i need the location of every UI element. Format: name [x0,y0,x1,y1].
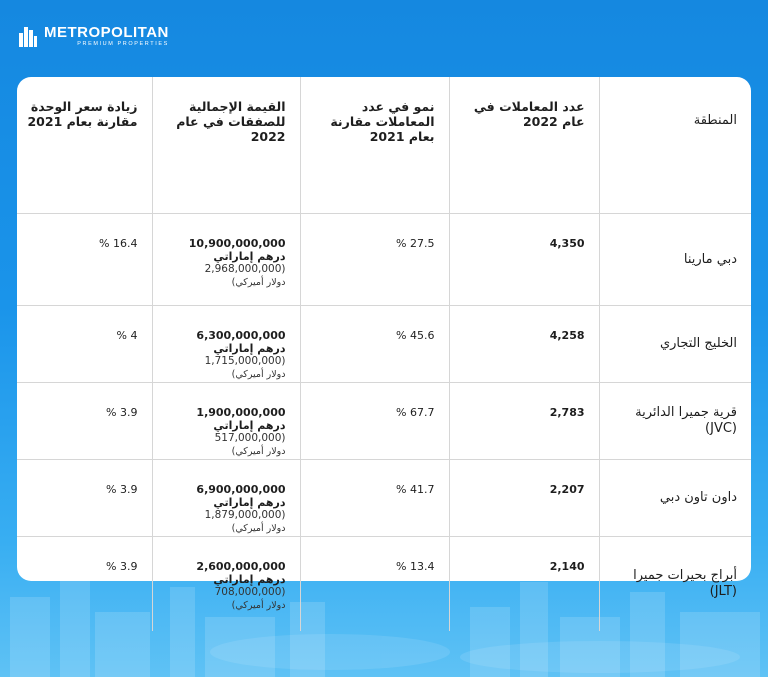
price-increase-cell: 3.9 % [17,383,152,460]
table-header-row [17,77,751,214]
total-value-cell [152,214,300,306]
total-value-cell [152,306,300,383]
usd-label: دولار أميركي) [231,369,286,380]
aed-label: درهم إماراتي [213,342,286,355]
usd-label: دولار أميركي) [231,277,286,288]
growth-cell: 67.7 % [300,383,449,460]
value-usd: (708,000,000 [214,586,286,598]
region-cell: قرية جميرا الدائرية (JVC) [599,383,751,460]
header-region: المنطقة [599,77,751,214]
brand-tagline: PREMIUM PROPERTIES [77,41,169,47]
growth-cell: 41.7 % [300,460,449,537]
region-cell: دبي مارينا [599,214,751,306]
value-aed: 1,900,000,000 [196,406,286,419]
region-cell: الخليج التجاري [599,306,751,383]
header-transactions: عدد المعاملات في عام 2022 [449,77,599,214]
growth-cell: 27.5 % [300,214,449,306]
table-row [17,460,751,537]
region-cell: داون تاون دبي [599,460,751,537]
value-usd: (517,000,000 [214,432,286,444]
building-logo-icon [18,25,38,47]
growth-cell: 13.4 % [300,537,449,632]
aed-label: درهم إماراتي [213,496,286,509]
header-total-value: القيمة الإجمالية للصفقات في عام 2022 [152,77,300,214]
usd-label: دولار أميركي) [231,600,286,611]
data-table-card [17,77,751,611]
table-row [17,383,751,460]
transactions-cell: 2,207 [449,460,599,537]
header-price-increase: زيادة سعر الوحدة مقارنة بعام 2021 [17,77,152,214]
total-value-cell [152,537,300,632]
transactions-table [17,77,751,631]
value-usd: (2,968,000,000 [204,263,286,275]
usd-label: دولار أميركي) [231,523,286,534]
transactions-cell: 2,140 [449,537,599,632]
value-usd: (1,879,000,000 [204,509,286,521]
transactions-cell: 2,783 [449,383,599,460]
price-increase-cell: 16.4 % [17,214,152,306]
brand-name: METROPOLITAN [44,24,169,41]
value-aed: 10,900,000,000 [188,237,286,250]
transactions-cell: 4,258 [449,306,599,383]
price-increase-cell: 3.9 % [17,460,152,537]
region-cell: أبراج بحيرات جميرا (JLT) [599,537,751,632]
transactions-cell: 4,350 [449,214,599,306]
aed-label: درهم إماراتي [213,573,286,586]
aed-label: درهم إماراتي [213,250,286,263]
value-aed: 6,300,000,000 [196,329,286,342]
growth-cell: 45.6 % [300,306,449,383]
total-value-cell [152,383,300,460]
table-row [17,306,751,383]
value-usd: (1,715,000,000 [204,355,286,367]
total-value-cell [152,460,300,537]
aed-label: درهم إماراتي [213,419,286,432]
value-aed: 6,900,000,000 [196,483,286,496]
price-increase-cell: 3.9 % [17,537,152,632]
value-aed: 2,600,000,000 [196,560,286,573]
header-growth: نمو في عدد المعاملات مقارنة بعام 2021 [300,77,449,214]
table-row [17,214,751,306]
brand-logo [18,25,169,47]
usd-label: دولار أميركي) [231,446,286,457]
price-increase-cell: 4 % [17,306,152,383]
table-row [17,537,751,632]
